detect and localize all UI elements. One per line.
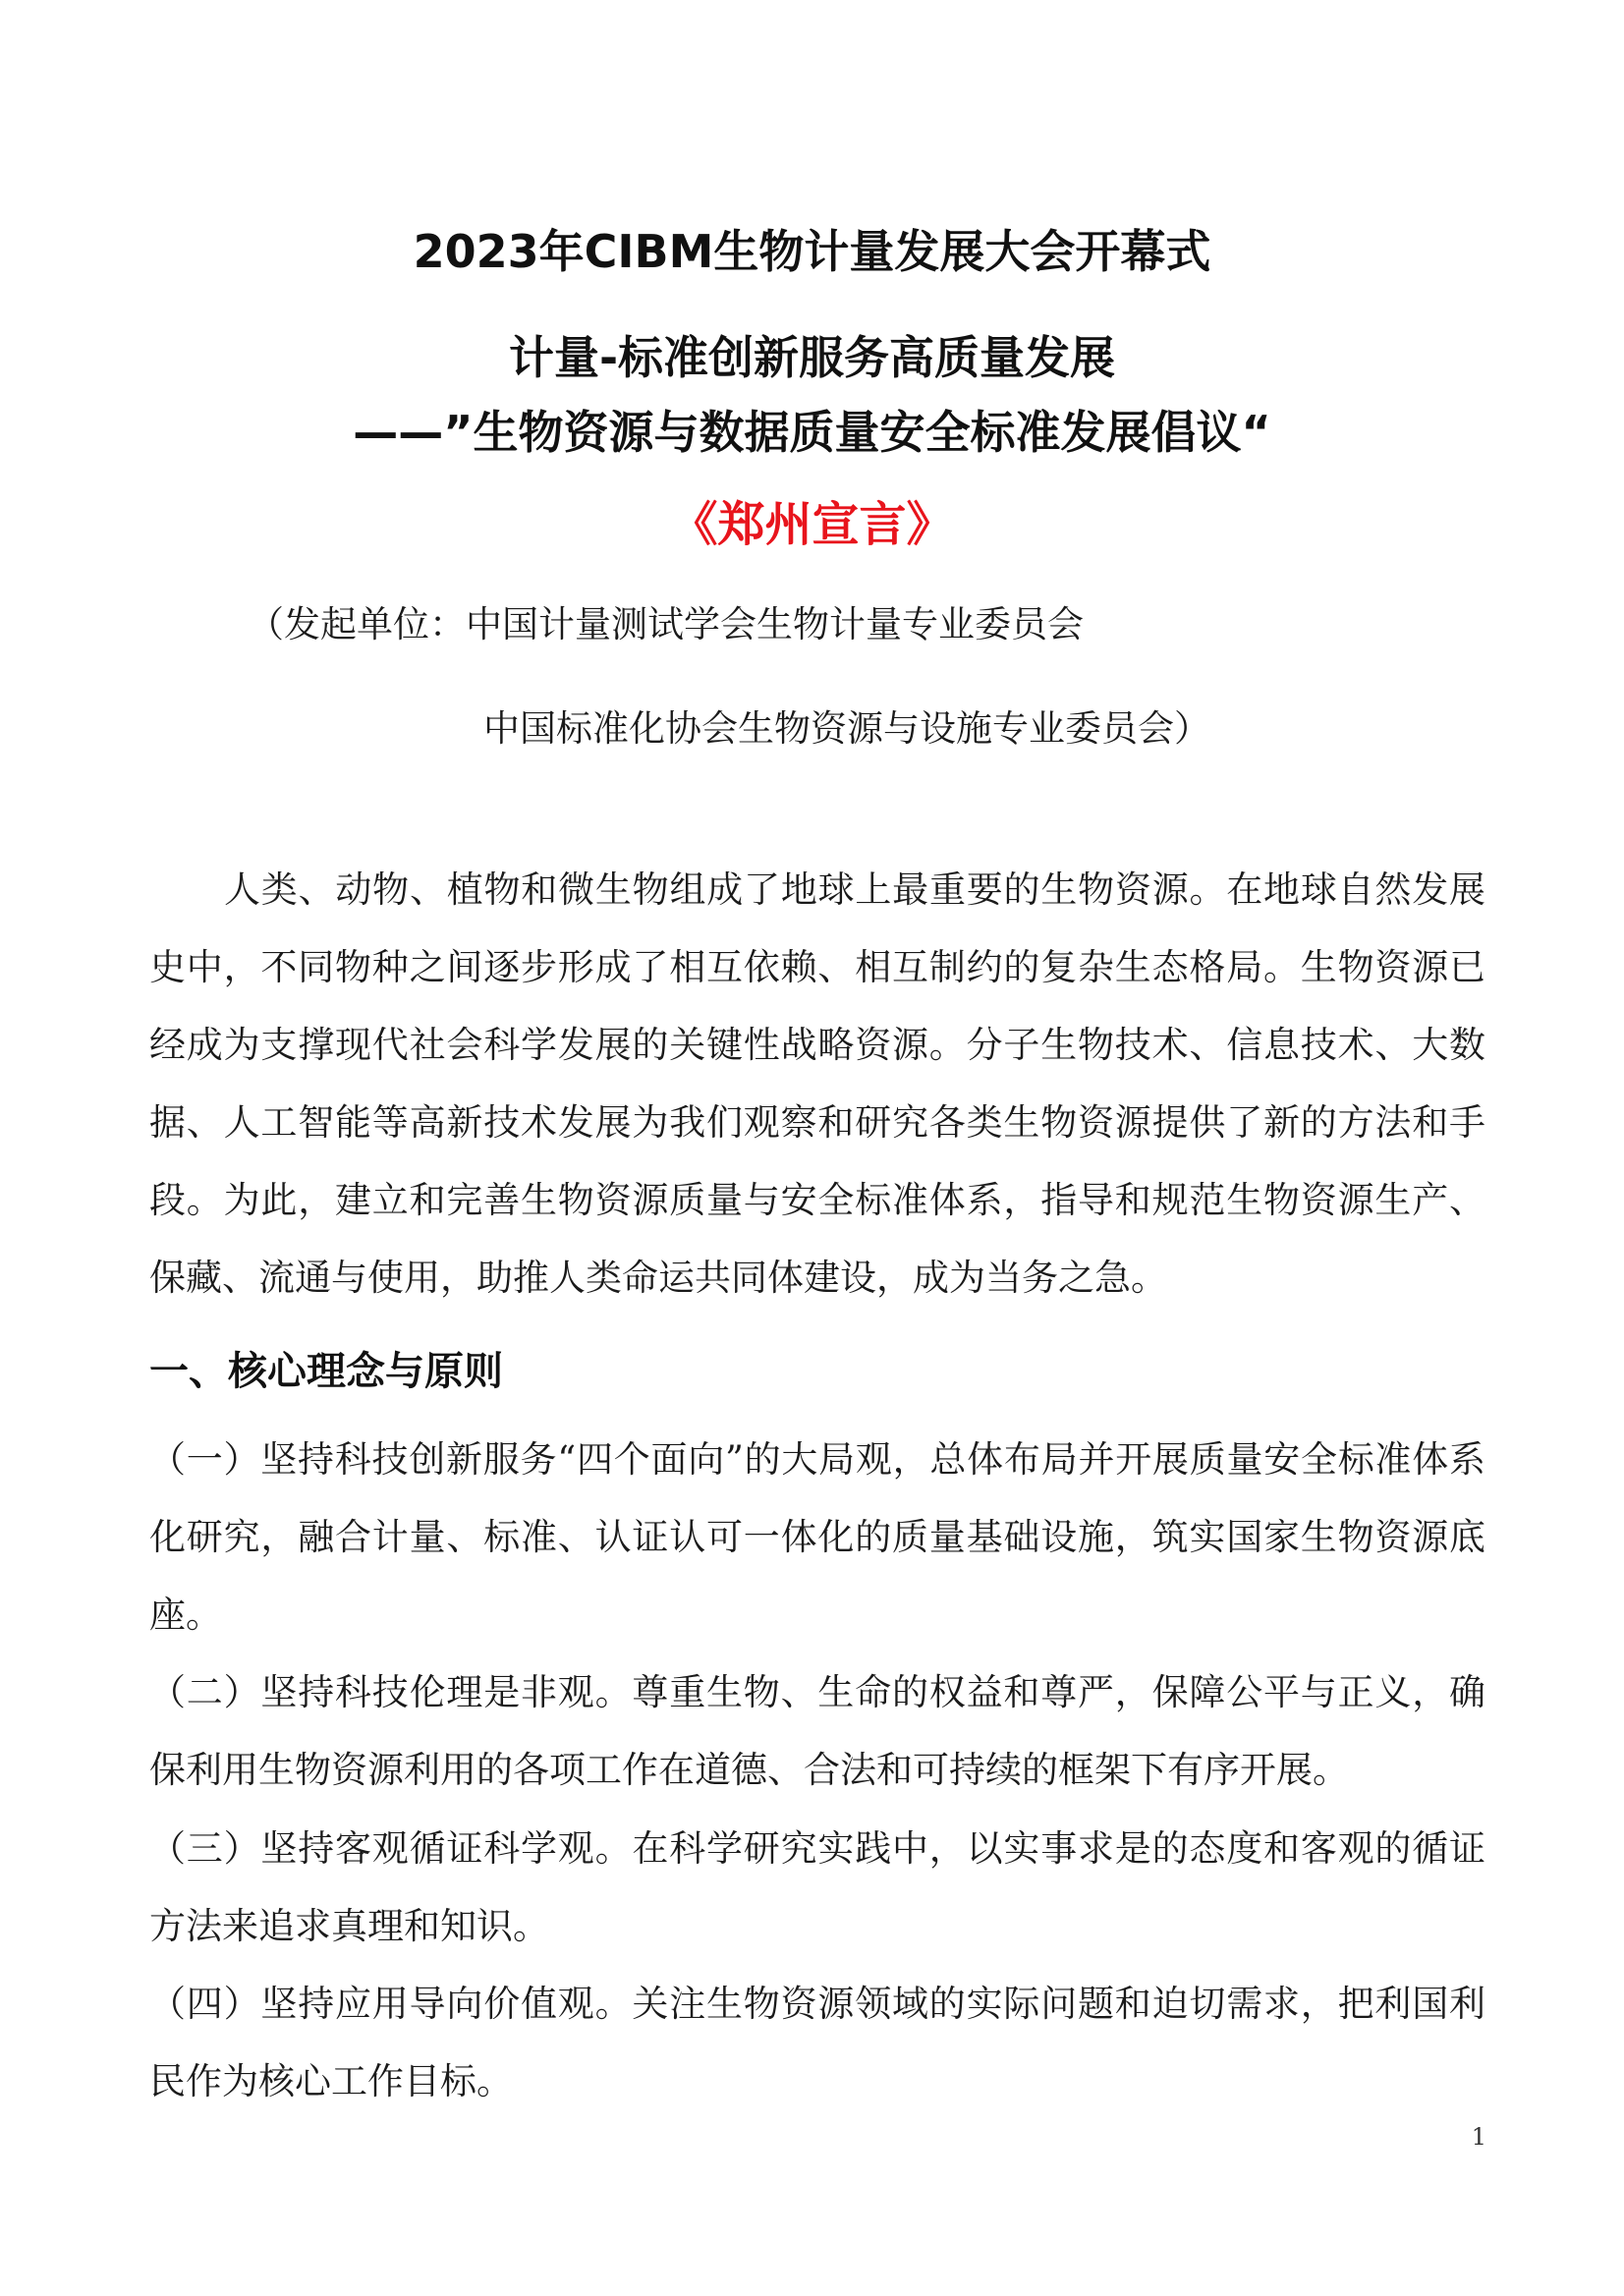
initiator-line-1: （发起单位：中国计量测试学会生物计量专业委员会 bbox=[248, 603, 1084, 645]
page-number: 1 bbox=[1471, 2123, 1486, 2151]
section-heading: 一、核心理念与原则 bbox=[149, 1349, 503, 1394]
intro-paragraph: 人类、动物、植物和微生物组成了地球上最重要的生物资源。在地球自然发展史中，不同物种之间逐步形成了相互依赖、相互制约的复杂生态格局。生物资源已经成为支撑现代社会科学发展的关键性战略资源。分子生物技术、信息技术、大数据、人工智能等高新技术发展为我们观察和研究各类生物资源提供了新的方法和手段。为此，建立和完善生物资源质量与安全标准体系，指导和规范生物资源生产、保藏、流通与使用，助推人类命运共同体建设，成为当务之急。 bbox=[149, 868, 1485, 1299]
principle-item: （三）坚持客观循证科学观。在科学研究实践中，以实事求是的态度和客观的循证方法来追求真理和知识。 bbox=[149, 1827, 1485, 1947]
subtitle-line-2: ——”生物资源与数据质量安全标准发展倡议“ bbox=[353, 406, 1271, 459]
principle-item: （四）坚持应用导向价值观。关注生物资源领域的实际问题和迫切需求，把利国利民作为核心工作目标。 bbox=[149, 1983, 1485, 2102]
declaration-title: 《郑州宣言》 bbox=[670, 497, 954, 552]
principle-item: （二）坚持科技伦理是非观。尊重生物、生命的权益和尊严，保障公平与正义，确保利用生物资源利用的各项工作在道德、合法和可持续的框架下有序开展。 bbox=[149, 1671, 1485, 1791]
event-title: 2023年CIBM生物计量发展大会开幕式 bbox=[413, 225, 1211, 278]
principle-item: （一）坚持科技创新服务“四个面向”的大局观，总体布局并开展质量安全标准体系化研究，融合计量、标准、认证认可一体化的质量基础设施，筑实国家生物资源底座。 bbox=[149, 1438, 1485, 1636]
subtitle-line-1: 计量-标准创新服务高质量发展 bbox=[508, 331, 1116, 384]
initiator-line-2: 中国标准化协会生物资源与设施专业委员会） bbox=[483, 707, 1210, 750]
